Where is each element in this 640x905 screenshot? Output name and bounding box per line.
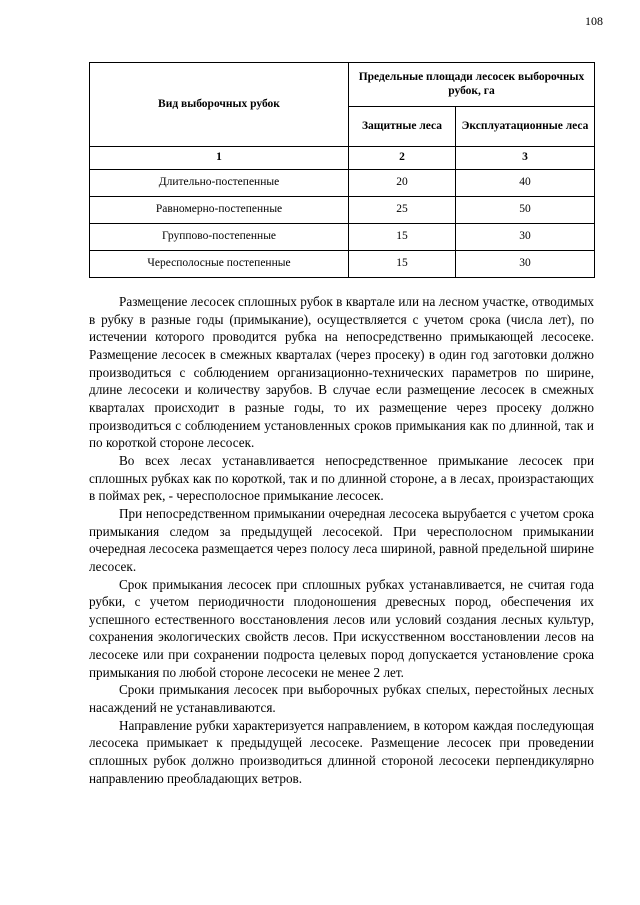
cell-logging-type: Группово-постепенные [90, 224, 349, 251]
cell-protective: 25 [349, 197, 456, 224]
body-text [89, 293, 594, 787]
table-row [90, 170, 595, 197]
paragraph: Размещение лесосек сплошных рубок в квартале или на лесном участке, отводимых в рубку в разные годы (примыкание), осуществляется с учетом срока (числа лет), по истечении которого проводится рубка на непосредственно примыкающей лесосеке. Размещение лесосек в смежных кварталах (через просеку) в один год заготовки должно производиться с соблюдением организационно-технических параметров по ширине, длине лесосеки и количеству зарубов. В случае если размещение лесосек в смежных кварталах происходит в разные годы, то их размещение через просеку должно производиться с соблюдением установленных сроков примыкания как по длинной, так и по короткой стороне лесосек. [89, 294, 594, 451]
logging-limits-table [89, 62, 595, 278]
cell-exploitation: 40 [456, 170, 595, 197]
cell-protective: 15 [349, 251, 456, 278]
page-number: 108 [585, 14, 603, 28]
paragraph: Направление рубки характеризуется направлением, в котором каждая последующая лесосека примыкает к предыдущей лесосеке. Размещение лесосек при проведении сплошных рубок должно производиться длинной стороной лесосеки перпендикулярно направлению преобладающих ветров. [89, 717, 594, 786]
header-protective-forests: Защитные леса [349, 107, 456, 147]
column-number: 2 [349, 147, 456, 170]
column-number: 1 [90, 147, 349, 170]
table-row [90, 251, 595, 278]
cell-logging-type: Равномерно-постепенные [90, 197, 349, 224]
column-number: 3 [456, 147, 595, 170]
paragraph: Во всех лесах устанавливается непосредственное примыкание лесосек при сплошных рубках как по короткой, так и по длинной стороне, а в лесах, произрастающих в поймах рек, - чересполосное примыкание лесосек. [89, 452, 594, 504]
header-area-limits: Предельные площади лесосек выборочных рубок, га [349, 63, 595, 107]
cell-logging-type: Чересполосные постепенные [90, 251, 349, 278]
cell-exploitation: 30 [456, 224, 595, 251]
cell-logging-type: Длительно-постепенные [90, 170, 349, 197]
header-logging-type: Вид выборочных рубок [90, 63, 349, 147]
table-row [90, 197, 595, 224]
table-row [90, 224, 595, 251]
cell-protective: 20 [349, 170, 456, 197]
cell-protective: 15 [349, 224, 456, 251]
paragraph: Срок примыкания лесосек при сплошных рубках устанавливается, не считая года рубки, с учетом периодичности плодоношения древесных пород, обеспечения их успешного естественного восстановления лесов или условий создания лесных культур, сохранения экологических свойств лесов. При искусственном восстановлении лесов на лесосеке или при сохранении подроста целевых пород допускается установление срока примыкания по любой стороне лесосеки не менее 2 лет. [89, 576, 594, 680]
cell-exploitation: 50 [456, 197, 595, 224]
paragraph: При непосредственном примыкании очередная лесосека вырубается с учетом срока примыкания следом за предыдущей лесосекой. При чересполосном примыкании очередная лесосека размещается через полосу леса шириной, равной предельной ширине лесосек. [89, 505, 594, 574]
paragraph: Сроки примыкания лесосек при выборочных рубках спелых, перестойных лесных насаждений не устанавливаются. [89, 682, 594, 716]
header-exploitation-forests: Эксплуатационные леса [456, 107, 595, 147]
cell-exploitation: 30 [456, 251, 595, 278]
